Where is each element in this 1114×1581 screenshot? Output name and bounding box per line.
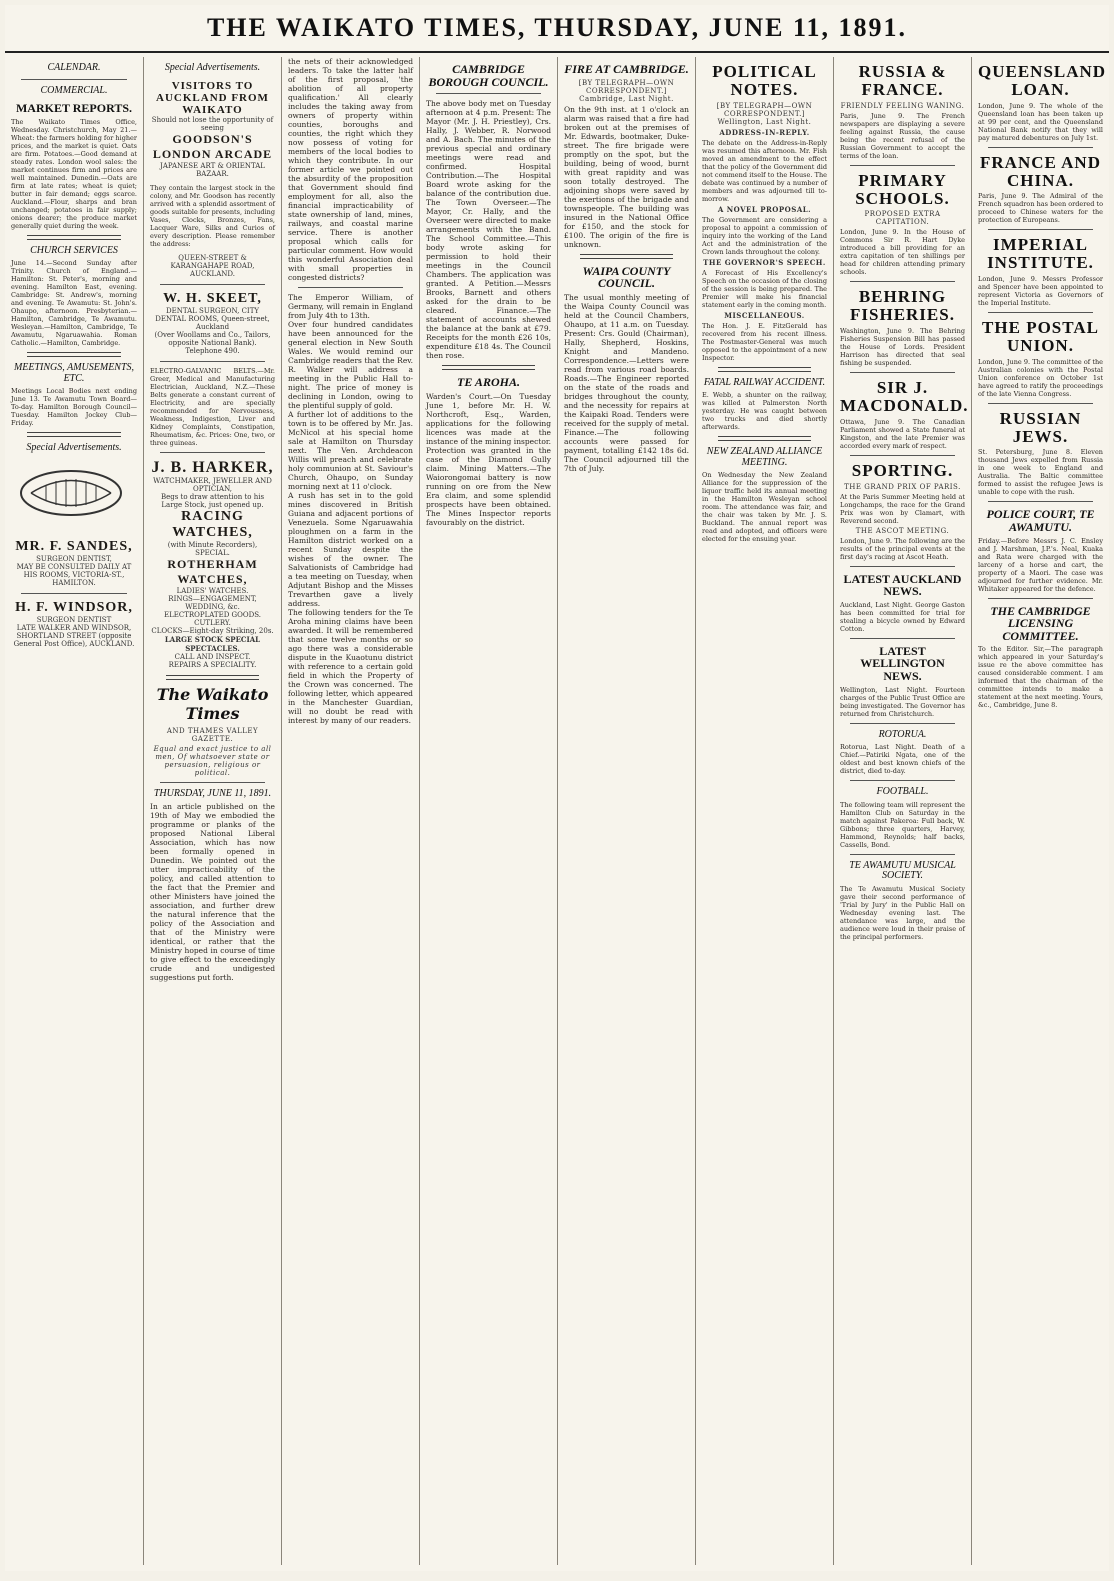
wellington-text: Wellington, Last Night. Fourteen charges of the Public Trust Office are being investigated. The Governor has returned from Christchurch. bbox=[840, 685, 965, 718]
behring-text: Washington, June 9. The Behring Fisheries Suspension Bill has passed the House of Lords. President Harrison has directed that seal fishing be suspended. bbox=[840, 327, 965, 368]
goodson-title: GOODSON'S LONDON ARCADE bbox=[152, 131, 273, 161]
special-heading: Special Advertisements. bbox=[26, 442, 122, 454]
rotherham-title: ROTHERHAM WATCHES, bbox=[167, 556, 258, 586]
skeet-sub: DENTAL SURGEON, CITY DENTAL ROOMS, Queen-street, Auckland bbox=[155, 306, 270, 331]
macdonald-heading: SIR J. MACDONALD. bbox=[840, 378, 969, 415]
column-4 bbox=[419, 57, 557, 1565]
divider bbox=[160, 782, 265, 783]
divider bbox=[718, 436, 811, 441]
licensing-heading: THE CAMBRIDGE LICENSING COMMITTEE. bbox=[990, 603, 1091, 643]
novel-heading: A NOVEL PROPOSAL. bbox=[717, 204, 812, 214]
skeet-line: (Over Woollams and Co., Tailors, opposite National Bank). Telephone 490. bbox=[154, 330, 271, 355]
musical-text: The Te Awamutu Musical Society gave their second performance of 'Trial by Jury' in the Public Hall on Wednesday evening last. The attendance was large, and the audience were loud in their praise of the principal performers. bbox=[840, 884, 965, 941]
sandes-ad bbox=[11, 539, 137, 587]
column-2 bbox=[143, 57, 281, 1565]
divider bbox=[850, 723, 955, 724]
divider bbox=[988, 598, 1093, 599]
divider bbox=[850, 165, 955, 166]
goodson-sub: JAPANESE ART & ORIENTAL BAZAAR. bbox=[160, 161, 265, 178]
inspect-line: CALL AND INSPECT. bbox=[174, 652, 251, 661]
divider bbox=[850, 455, 955, 456]
divider bbox=[850, 780, 955, 781]
column-6 bbox=[695, 57, 833, 1565]
divider bbox=[580, 254, 673, 259]
musical-heading: TE AWAMUTU MUSICAL SOCIETY. bbox=[849, 859, 956, 882]
cambridge-text: The above body met on Tuesday afternoon at 4 p.m. Present: The Mayor (Mr. J. H. Priestley), Crs. Hally, J. Webber, R. Norwood and A. Bach. The minutes of the previous special and ordinary meetings were read and confirmed. Hospital Contribution.—The Hospital Board wrote asking for the balance of the contribution due. The Town Overseer.—The Mayor, Cr. Hally, and the Overseer were directed to make arrangements with the Band. The School Committee.—This body wrote asking for permission to hold their meetings in the Council Chambers. The application was granted. A Petition.—Messrs Brooks, Barnett and others asked for the drain to be cleared. Finance.—The statement of accounts shewed the balance at the bank at £79. Receipts for the month £26 10s, expenditure £18 4s. The Council then rose. bbox=[426, 99, 551, 361]
rings-line: RINGS—ENGAGEMENT, WEDDING, &c. bbox=[168, 594, 257, 611]
football-text: The following team will represent the Hamilton Club on Saturday in the match against Pakeroa: Full back, W. Gibbons; three quarters, Harvey, Hammond, Reynolds; half backs, Cassells, Bond. bbox=[840, 800, 965, 849]
clocks-line: CLOCKS—Eight-day Striking, 20s. bbox=[151, 626, 274, 635]
railway-heading: FATAL RAILWAY ACCIDENT. bbox=[703, 376, 826, 388]
behring-heading: BEHRING FISHERIES. bbox=[850, 287, 955, 325]
alliance-heading: NEW ZEALAND ALLIANCE MEETING. bbox=[706, 446, 823, 468]
column-5 bbox=[557, 57, 695, 1565]
visitors-title: VISITORS TO AUCKLAND FROM WAIKATO bbox=[156, 79, 269, 116]
harker-line: Begs to draw attention to his Large Stock, just opened up. bbox=[160, 492, 265, 509]
news-item: The following tenders for the Te Aroha mining claims have been awarded. It will be remembered that some twelve months or so ago there was a considerable dispute in the Kuaotunu district with reference to a certain gold field in which the Property of the Crown was concerned. The following letter, which appeared in the Manchester Guardian, will no doubt be read with interest by many of our readers. bbox=[288, 608, 413, 725]
macdonald-text: Ottawa, June 9. The Canadian Parliament showed a State funeral at Kingston, and the late Premier was accorded every mark of respect. bbox=[840, 417, 965, 450]
police-text: Friday.—Before Messrs J. C. Ensley and J. Marshman, J.P.'s. Neal, Kuaka and Rata were charged with the larceny of a horse and cart, the property of a Maori. The case was adjourned for further evidence. Mr. Whitaker appeared for the defence. bbox=[978, 536, 1103, 593]
goodson-address-block bbox=[150, 254, 275, 278]
auckland-heading: LATEST AUCKLAND NEWS. bbox=[843, 571, 962, 599]
imperial-text: London, June 9. Messrs Professor and Spencer have been appointed to represent Victoria as Governors of the Imperial Institute. bbox=[978, 275, 1103, 308]
divider bbox=[27, 235, 121, 240]
spectacles-line: LARGE STOCK SPECIAL SPECTACLES. bbox=[164, 634, 261, 653]
waipa-text: The usual monthly meeting of the Waipa County Council was held at the Council Chambers, Ohaupo, at 11 a.m. on Tuesday. Present: Crs. Gould (Chairman), Hally, Shepherd, Hoskins, Knight and Mandeno. Correspondence.—Letters were read from various road boards. Roads.—The Engineer reported on the state of the roads and bridges throughout the county, and the necessity for repairs at the Kaipaki Road. Tenders were received for the supply of metal. Finance.—The following accounts were passed for payment, totalling £142 18s 6d. The Council adjourned till the 7th of July. bbox=[564, 292, 689, 473]
misc-heading: MISCELLANEOUS. bbox=[724, 310, 805, 320]
column-8 bbox=[971, 57, 1109, 1565]
divider bbox=[160, 361, 265, 362]
divider bbox=[21, 593, 127, 594]
divider bbox=[850, 372, 955, 373]
divider bbox=[850, 638, 955, 639]
postal-heading: THE POSTAL UNION. bbox=[982, 318, 1099, 355]
divider bbox=[988, 312, 1093, 313]
paper-title: The Waikato Times bbox=[156, 684, 269, 723]
ascot-text: London, June 9. The following are the results of the principal events at the first day's racing at Ascot Heath. bbox=[840, 536, 965, 561]
special-heading: Special Advertisements. bbox=[164, 62, 261, 73]
dentist2-title: SURGEON DENTIST bbox=[36, 615, 112, 624]
divider bbox=[850, 854, 955, 855]
dentist-line: MAY BE CONSULTED DAILY AT HIS ROOMS, VICTORIA-ST., HAMILTON. bbox=[16, 562, 132, 587]
alliance-text: On Wednesday the New Zealand Alliance for the suppression of the liquor traffic held its annual meeting in the Hamilton Wesleyan school room. The attendance was fair, and the chair was taken by Mr. J. S. Buckland. The annual report was read and adopted, and officers were elected for the ensuing year. bbox=[702, 471, 827, 544]
france-heading: FRANCE AND CHINA. bbox=[980, 152, 1101, 190]
russia-sub: FRIENDLY FEELING WANING. bbox=[840, 101, 965, 110]
windsor-ad bbox=[11, 600, 137, 648]
waipa-heading: WAIPA COUNTY COUNCIL. bbox=[582, 263, 671, 291]
football-heading: FOOTBALL. bbox=[876, 786, 929, 798]
political-text: The debate on the Address-in-Reply was resumed this afternoon. Mr. Fish moved an amendment to the effect that the policy of the Government did not commend itself to the House. The debate was continued by a number of members and was adjourned till to-morrow. bbox=[702, 138, 827, 203]
fire-sub: [BY TELEGRAPH—OWN CORRESPONDENT.] Cambridge, Last Night. bbox=[578, 78, 675, 103]
divider bbox=[21, 79, 127, 80]
gov-heading: THE GOVERNOR'S SPEECH. bbox=[703, 257, 826, 267]
news-item: The Emperor William, of Germany, will remain in England from July 4th to 13th. bbox=[288, 293, 413, 320]
divider bbox=[850, 281, 955, 282]
electro-text: ELECTRO-GALVANIC BELTS.—Mr. Greer, Medical and Manufacturing Electrician, Auckland, N.Z.—These Belts generate a constant current of Electricity, and are specially recommended for Nervousness, Weakness, Indigestion, Liver and Kidney Complaints, Constipation, Rheumatism, &c. Prices: One, two, or three guineas. bbox=[150, 366, 275, 447]
paper-motto: Equal and exact justice to all men, Of whatsoever state or persuasion, religious or political. bbox=[153, 744, 272, 777]
queensland-heading: QUEENSLAND LOAN. bbox=[978, 62, 1107, 99]
divider bbox=[988, 501, 1093, 502]
fire-text: On the 9th inst. at 1 o'clock an alarm was raised that a fire had broken out at the premises of Mr. Edwards, bootmaker, Duke-street. The fire brigade were promptly on the spot, but the building, being of wood, burnt with great rapidity and was soon totally destroyed. The adjoining shops were saved by the exertions of the brigade and townspeople. The building was insured in the National Office for £150, and the stock for £100. The origin of the fire is unknown. bbox=[564, 104, 689, 249]
column-1 bbox=[5, 57, 143, 1565]
te-aroha-text: Warden's Court.—On Tuesday June 1, before Mr. H. W. Northcroft, Esq., Warden, applications for the following licences was made at the instance of the mining inspector. Protection was granted in the case of the Diamond Gully claim. Mining Matters.—The Waiorongomai battery is now running on ore from the New Era claim, and some splendid prospects have been obtained. The Mines Inspector reports favourably on the district. bbox=[426, 391, 551, 527]
meetings-heading: MEETINGS, AMUSEMENTS, ETC. bbox=[13, 362, 135, 384]
column-3 bbox=[281, 57, 419, 1565]
skeet-ad bbox=[150, 291, 275, 355]
news-item: A rush has set in to the gold mines discovered in British Guiana and adjacent portions of Venezuela. Some Ngaruawahia ploughmen on a farm in the Hamilton district worked on a recent Sunday despite the wishes of the owner. The Salvationists of Cambridge had a tea meeting on Tuesday, when Adjutant Bishop and the Misses Trevarthen gave a lively address. bbox=[288, 491, 413, 608]
primary-heading: PRIMARY SCHOOLS. bbox=[855, 170, 950, 208]
paper-sub: AND THAMES VALLEY GAZETTE. bbox=[166, 726, 259, 743]
te-aroha-heading: TE AROHA. bbox=[457, 375, 520, 390]
news-item: Over four hundred candidates have been announced for the general election in New South Wales. We would remind our Cambridge readers that the Rev. R. Walker will address a meeting in the Public Hall to-night. The price of money is declining in London, owing to the plentiful supply of gold. bbox=[288, 320, 413, 410]
skeet-title: W. H. SKEET, bbox=[163, 290, 262, 306]
auckland-text: Auckland, Last Night. George Gaston has been committed for trial for stealing a bicycle owned by Edward Cotton. bbox=[840, 600, 965, 633]
dentist-name: MR. F. SANDES, bbox=[15, 538, 133, 554]
column-7 bbox=[833, 57, 971, 1565]
electroplated-line: ELECTROPLATED GOODS. CUTLERY. bbox=[163, 610, 261, 627]
goodson-address: QUEEN-STREET & KARANGAHAPE ROAD, AUCKLAND. bbox=[170, 253, 255, 278]
masthead bbox=[5, 5, 1109, 53]
dentist2-line: LATE WALKER AND WINDSOR, SHORTLAND STREET (opposite General Post Office), AUCKLAND. bbox=[13, 623, 135, 648]
france-text: Paris, June 9. The Admiral of the French squadron has been ordered to proceed to Chinese waters for the protection of Europeans. bbox=[978, 192, 1103, 225]
gov-text: A Forecast of His Excellency's Speech on the occasion of the closing of the session is being prepared. The Premier will make his financial statement early in the coming month. bbox=[702, 268, 827, 309]
divider bbox=[988, 229, 1093, 230]
goodson-text: They contain the largest stock in the colony, and Mr. Goodson has recently arrived with a splendid assortment of goods suitable for presents, including Vases, Clocks, Bronzes, Fans, Lacquer Ware, Silks and Curios of every description. Please remember the address: bbox=[150, 183, 275, 248]
wellington-heading: LATEST WELLINGTON NEWS. bbox=[860, 643, 945, 683]
divider bbox=[718, 367, 811, 372]
misc-text: The Hon. J. E. FitzGerald has recovered from his recent illness. The Postmaster-General was much opposed to the appointment of a new Inspector. bbox=[702, 321, 827, 362]
church-text: June 14.—Second Sunday after Trinity. Church of England.—Hamilton: St. Peter's, morning and evening. Hamilton East, evening. Cambridge: St. Andrew's, morning and evening. Te Awamutu: St. John's. Ohaupo, afternoon. Presbyterian.—Hamilton, Cambridge, Te Awamutu. Wesleyan.—Hamilton, Cambridge, Te Awamutu, Ngaruawahia. Roman Catholic.—Hamilton, Cambridge. bbox=[11, 259, 137, 348]
repairs-line: REPAIRS A SPECIALITY. bbox=[168, 660, 257, 669]
divider bbox=[988, 403, 1093, 404]
postal-text: London, June 9. The committee of the Australian colonies with the Postal Union conference on October 1st have agreed to ratify the proceedings of the late Vienna Congress. bbox=[978, 357, 1103, 398]
police-heading: POLICE COURT, TE AWAMUTU. bbox=[986, 507, 1095, 535]
dateline: THURSDAY, JUNE 11, 1891. bbox=[153, 787, 272, 799]
political-heading: POLITICAL NOTES. bbox=[712, 62, 817, 99]
market-heading: MARKET REPORTS. bbox=[15, 101, 133, 115]
divider bbox=[298, 287, 403, 288]
visitors-line: Should not lose the opportunity of seeing bbox=[151, 115, 274, 132]
primary-text: London, June 9. In the House of Commons Sir R. Hart Dyke introduced a bill providing for an extra capitation of ten shillings per head for children attending primary schools. bbox=[840, 228, 965, 277]
news-item: A further lot of additions to the town is to be offered by Mr. Jas. McNicol at his special home sale at Hamilton on Thursday next. The Ven. Archdeacon Willis will preach and celebrate holy communion at St. Saviour's Church, Ohaupo, on Sunday morning next at 11 o'clock. bbox=[288, 410, 413, 491]
fire-heading: FIRE AT CAMBRIDGE. bbox=[564, 62, 689, 76]
harker-sub: WATCHMAKER, JEWELLER AND OPTICIAN, bbox=[153, 476, 272, 493]
sporting-heading: SPORTING. bbox=[851, 460, 954, 480]
divider bbox=[27, 432, 121, 437]
ascot-heading: THE ASCOT MEETING. bbox=[855, 526, 950, 535]
divider bbox=[160, 452, 265, 453]
divider bbox=[988, 147, 1093, 148]
dentist2-name: H. F. WINDSOR, bbox=[15, 599, 133, 615]
grand-prix-heading: THE GRAND PRIX OF PARIS. bbox=[844, 482, 961, 491]
queensland-text: London, June 9. The whole of the Queensland loan has been taken up at 99 per cent, and the Queensland National Bank notify that they will pay matured debentures on July 1st. bbox=[978, 101, 1103, 142]
dentures-illustration bbox=[11, 463, 131, 523]
harker-ad bbox=[150, 459, 275, 669]
divider bbox=[160, 284, 265, 285]
railway-text: E. Webb, a shunter on the railway, was killed at Palmerston North yesterday. He was caught between two trucks and died shortly afterwards. bbox=[702, 391, 827, 432]
commercial-heading: COMMERCIAL. bbox=[40, 84, 108, 96]
russia-heading: RUSSIA & FRANCE. bbox=[858, 62, 947, 99]
newspaper-page bbox=[5, 5, 1109, 1571]
divider bbox=[166, 675, 259, 680]
jews-text: St. Petersburg, June 8. Eleven thousand Jews expelled from Russia in one week to England and Australia. The Baltic committee formed to assist the refugee Jews is unable to cope with the rush. bbox=[978, 448, 1103, 497]
licensing-text: To the Editor. Sir,—The paragraph which appeared in your Saturday's issue re the above committee has caused considerable comment. I am informed that the chairman of the committee intends to make a statement at the next meeting. Yours, &c., Cambridge, June 8. bbox=[978, 645, 1103, 710]
russia-text: Paris, June 9. The French newspapers are displaying a severe feeling against Russia, the cause being the recent refusal of the Russian Government to accept the terms of the loan. bbox=[840, 111, 965, 160]
divider bbox=[27, 352, 121, 357]
dentist-title: SURGEON DENTIST, bbox=[36, 554, 112, 563]
church-heading: CHURCH SERVICES bbox=[30, 244, 118, 256]
harker-title: J. B. HARKER, bbox=[151, 458, 274, 476]
racing-title: RACING WATCHES, bbox=[172, 508, 253, 540]
address-heading: ADDRESS-IN-REPLY. bbox=[719, 127, 810, 137]
rotorua-heading: ROTORUA. bbox=[878, 728, 927, 740]
divider bbox=[436, 93, 541, 94]
rotherham-sub: LADIES' WATCHES. bbox=[176, 586, 249, 595]
visitors-ad bbox=[150, 80, 275, 178]
columns bbox=[5, 57, 1109, 1565]
editorial-continued: the nets of their acknowledged leaders. To take the latter half of the first proposal, 'the abolition of all property qualification.' All clearly includes the taking away from owners of property within counties, boroughs and counties, the right which they now possess of voting for members of the local bodies to which they contribute. In our former article we pointed out the absurdity of the proposition that Government should find employment for all, also the financial impracticability of state ownership of land, mines, railways, and coastal marine service. There is another proposal which calls for particular comment. How would this wonderful Association deal with small properties in congested districts? bbox=[288, 57, 413, 282]
newspaper-title: THE WAIKATO TIMES, THURSDAY, JUNE 11, 1891. bbox=[206, 13, 908, 42]
market-text: The Waikato Times Office, Wednesday. Christchurch, May 21.—Wheat: the farmers holding for higher prices, and the market is quiet. Oats are firm. Potatoes.—Good demand at steady rates. London wool sales: the market continues firm and prices are well maintained. Dunedin.—Oats are firm at late rates; wheat is quiet; butter in fair demand; eggs scarce. Auckland.—Flour, sharps and bran unchanged; potatoes in fair supply; onions dearer; the produce market generally quiet during the week. bbox=[11, 117, 137, 230]
primary-sub: PROPOSED EXTRA CAPITATION. bbox=[864, 210, 941, 227]
editorial-text: In an article published on the 19th of May we embodied the programme or planks of the proposed National Liberal Association, which has now been formally opened in Dunedin. We pointed out the utter impracticability of the policy, and called attention to the fact that the Premier and other Ministers have joined the association, and further drew the natural inference that the policy of the Association and that of the Ministry were identical, or rather that the Ministry hoped in course of time to give effect to the exceedingly crude and undigested suggestions put forth. bbox=[150, 802, 275, 982]
imperial-heading: IMPERIAL INSTITUTE. bbox=[987, 235, 1094, 273]
grand-prix-text: At the Paris Summer Meeting held at Longchamps, the race for the Grand Prix was won by Clamart, with Reverend second. bbox=[840, 492, 965, 525]
jews-heading: RUSSIAN JEWS. bbox=[999, 408, 1082, 446]
cambridge-heading: CAMBRIDGE BOROUGH COUNCIL. bbox=[428, 62, 549, 89]
divider bbox=[442, 365, 535, 370]
novel-text: The Government are considering a proposal to appoint a commission of inquiry into the working of the Land Act and the administration of the Crown lands throughout the colony. bbox=[702, 215, 827, 256]
divider bbox=[850, 566, 955, 567]
meetings-text: Meetings Local Bodies next ending June 13. Te Awamutu Town Board—To-day. Hamilton Borough Council—Tuesday. Hamilton Jockey Club—Friday. bbox=[11, 387, 137, 428]
rotorua-text: Rotorua, Last Night. Death of a Chief.—Patiriki Ngata, one of the oldest and best known chiefs of the district, died to-day. bbox=[840, 743, 965, 776]
political-sub: [BY TELEGRAPH—OWN CORRESPONDENT.] Wellington, Last Night. bbox=[716, 101, 813, 126]
calendar-heading: CALENDAR. bbox=[47, 62, 101, 73]
racing-sub: (with Minute Recorders), SPECIAL. bbox=[167, 540, 258, 557]
